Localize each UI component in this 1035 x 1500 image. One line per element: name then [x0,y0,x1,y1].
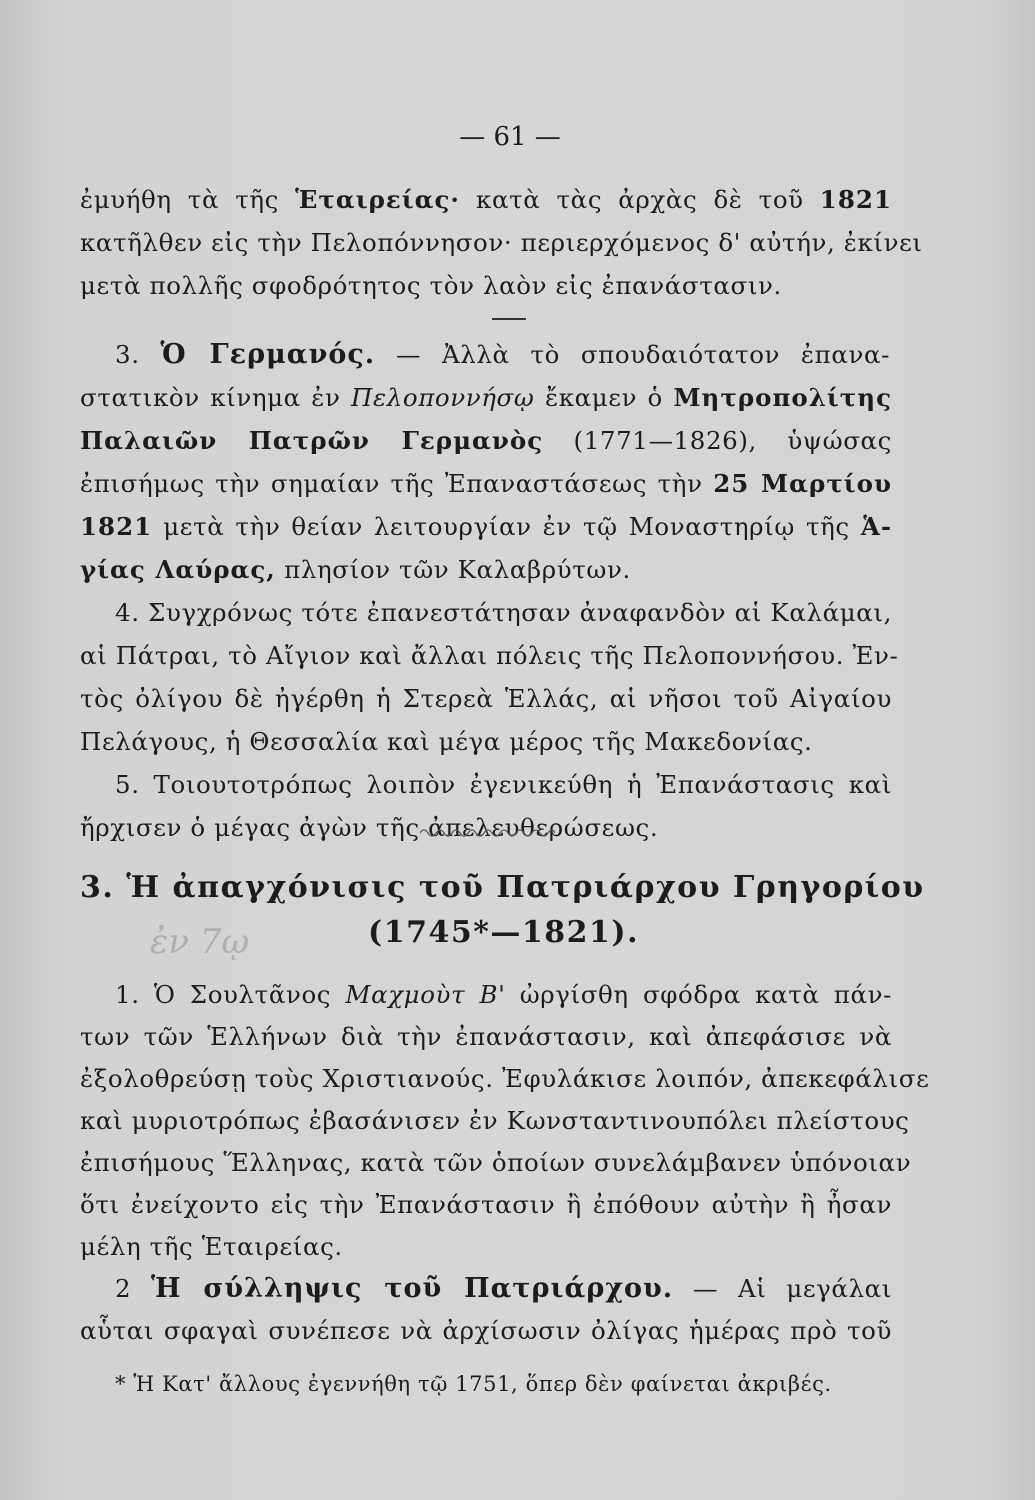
text-span: ἐμυήθη τὰ τῆς [80,185,296,214]
text-line: των τῶν Ἑλλήνων διὰ τὴν ἐπανάστασιν, καὶ ἀπεφάσισε νὰ [80,1022,892,1051]
text-line [80,383,892,413]
text-line: καὶ μυριοτρόπως ἐβασάνισεν ἐν Κωνσταντινουπόλει πλείστους [80,1106,910,1135]
text-span: — Ἀλλὰ τὸ σπουδαιότατον ἐπανα- [375,340,890,369]
text-line [115,340,890,370]
text-line: τὸς ὀλίγου δὲ ἠγέρθη ἡ Στερεὰ Ἑλλάς, αἱ νῆσοι τοῦ Αἰγαίου [80,684,892,713]
text-line: ἐπισήμους Ἕλληνας, κατὰ τῶν ὁποίων συνελάμβανεν ὑπόνοιαν [80,1148,912,1177]
text-line: ὅτι ἐνείχοντο εἰς τὴν Ἐπανάστασιν ἢ ἐπόθουν αὐτὴν ἢ ἦσαν [80,1190,892,1219]
text-line: 5. Τοιουτοτρόπως λοιπὸν ἐγενικεύθη ἡ Ἐπανάστασις καὶ [115,770,892,799]
separator-rule [492,318,526,320]
text-line [80,555,631,585]
text-line: ἐξολοθρεύσῃ τοὺς Χριστιανούς. Ἐφυλάκισε λοιπόν, ἀπεκεφάλισε [80,1064,930,1093]
handwritten-note: ἐν 7ῳ [150,922,250,962]
text-span: κατὰ τὰς ἀρχὰς δὲ τοῦ [459,185,820,214]
italic-name: Μαχμοὺτ Β' [345,980,506,1009]
text-span: 1. Ὁ Σουλτᾶνος [115,980,346,1009]
text-line: ἤρχισεν ὁ μέγας ἀγὼν τῆς ἀπελευθερώσεως. [80,813,659,842]
text-span: 3. [115,340,161,369]
text-span: (1771—1826), ὑψώσας [543,426,892,455]
text-line [80,512,892,542]
text-line: Πελάγους, ἡ Θεσσαλία καὶ μέγα μέρος τῆς Μακεδονίας. [80,727,813,756]
text-line [115,1274,892,1304]
section-title: 3. Ἡ ἀπαγχόνισις τοῦ Πατριάρχου Γρηγορίου [80,870,925,905]
page-number: — 61 — [459,122,561,152]
subheading: Ὁ Γερμανός. [160,339,376,370]
bold-term: Παλαιῶν Πατρῶν Γερμανὸς [80,426,544,455]
italic-term: Πελοποννήσῳ [351,383,535,412]
bold-year: 1821 [80,512,153,541]
text-span: πλησίον τῶν Καλαβρύτων. [275,555,631,584]
bold-term: γίας Λαύρας, [80,555,276,584]
subheading: Ἡ σύλληψις τοῦ Πατριάρχου. [151,1273,674,1304]
bold-term: Ἑταιρείας· [295,185,460,214]
bold-year: 1821 [819,185,892,214]
text-line [80,426,892,456]
bold-term: Ἁ- [860,512,892,541]
bold-date: 25 Μαρτίου [713,469,892,498]
footnote: * Ἡ Κατ' ἄλλους ἐγεννήθη τῷ 1751, ὅπερ δὲν φαίνεται ἀκριβές. [115,1372,832,1396]
text-span: 2 [115,1274,152,1303]
text-line: αὗται σφαγαὶ συνέπεσε νὰ ἀρχίσωσιν ὀλίγας ἡμέρας πρὸ τοῦ [80,1316,892,1345]
text-span: ὠργίσθη σφόδρα κατὰ πάν- [505,980,892,1009]
text-line: μέλη τῆς Ἑταιρείας. [80,1232,343,1261]
ornamental-divider [420,826,555,840]
text-span: μετὰ τὴν θείαν λειτουργίαν ἐν τῷ Μοναστηρίῳ τῆς [152,512,861,541]
text-span: στατικὸν κίνημα ἐν [80,383,352,412]
section-title-dates: (1745*—1821). [368,915,640,950]
text-span: — Αἱ μεγάλαι [673,1274,892,1303]
text-line [80,185,892,215]
text-line [80,469,892,499]
text-line: μετὰ πολλῆς σφοδρότητος τὸν λαὸν εἰς ἐπανάστασιν. [80,271,782,300]
text-line: 4. Συγχρόνως τότε ἐπανεστάτησαν ἀναφανδὸν αἱ Καλάμαι, [115,598,892,627]
text-span: ἔκαμεν ὁ [534,383,674,412]
bold-term: Μητροπολίτης [673,383,892,412]
text-line: αἱ Πάτραι, τὸ Αἴγιον καὶ ἄλλαι πόλεις τῆς Πελοποννήσου. Ἐν- [80,641,899,670]
text-line [115,980,892,1010]
text-line: κατῆλθεν εἰς τὴν Πελοπόννησον· περιερχόμενος δ' αὐτήν, ἐκίνει [80,228,923,257]
text-span: ἐπισήμως τὴν σημαίαν τῆς Ἐπαναστάσεως τὴν [80,469,714,498]
